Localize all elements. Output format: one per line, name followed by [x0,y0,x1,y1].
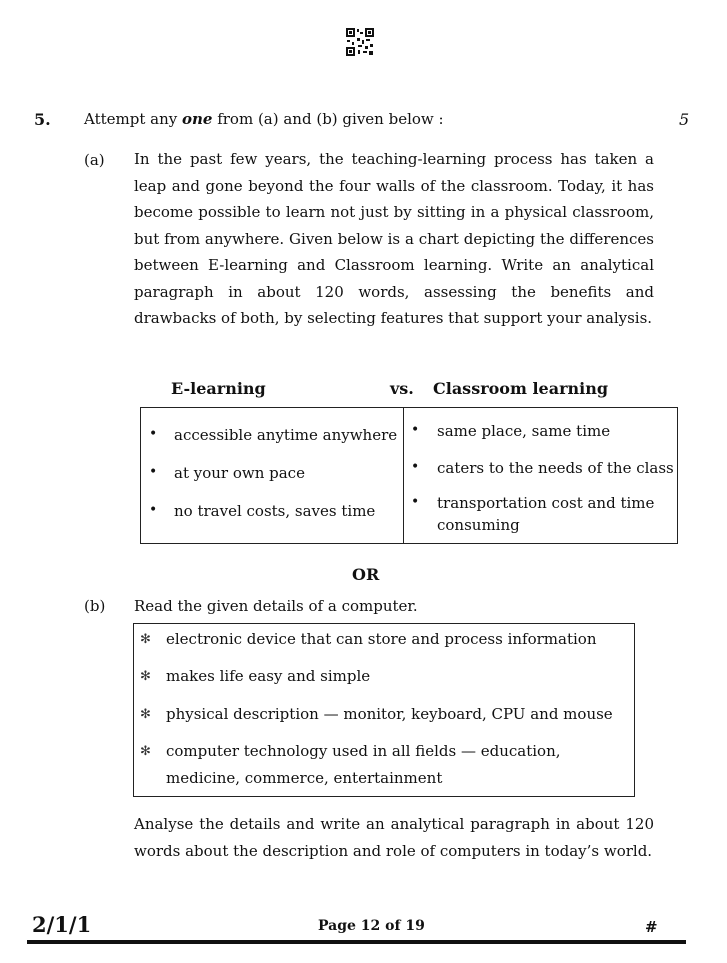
or-separator: OR [352,565,380,584]
heading-e-learning: E-learning [171,379,266,398]
bullet-icon: • [411,422,420,438]
question-number: 5. [34,110,51,129]
classroom-item: caters to the needs of the class [437,459,674,477]
star-bullet-icon: ✻ [140,669,151,684]
e-learning-item: no travel costs, saves time [174,502,376,520]
star-bullet-icon: ✻ [140,707,151,722]
part-b-label: (b) [84,597,106,615]
bullet-icon: • [149,426,158,442]
instruction-pre: Attempt any [84,110,182,128]
computer-detail-item: makes life easy and simple [166,667,371,685]
footer-rule [27,940,686,944]
e-learning-item: accessible anytime anywhere [174,426,398,444]
heading-classroom-learning: Classroom learning [433,379,609,398]
table-divider [403,408,404,543]
instruction-post: from (a) and (b) given below : [212,110,444,128]
bullet-icon: • [149,464,158,480]
page-number: Page 12 of 19 [318,918,425,934]
paper-code: 2/1/1 [32,912,92,937]
bullet-icon: • [411,459,420,475]
part-b-closing: Analyse the details and write an analytical paragraph in about 120 words about the description and role of computers in today’s world. [134,815,654,860]
computer-details-box [133,623,635,797]
bullet-icon: • [411,494,420,510]
classroom-item: same place, same time [437,422,611,440]
instruction-emphasis: one [181,110,213,128]
part-b-intro: Read the given details of a computer. [134,597,418,615]
part-a-paragraph: In the past few years, the teaching-learning process has taken a leap and gone beyond the four walls of the classroom. Today, it has become possible to learn not just by sitting in a physical classroom, but from anywhere. Given below is a chart depicting the differences between E-learning and Classroom learning. Write an analytical paragraph in about 120 words, assessing the benefits and drawbacks of both, by selecting features that support your analysis. [134,150,654,327]
e-learning-item: at your own pace [174,464,305,482]
bullet-icon: • [149,502,158,518]
classroom-item: transportation cost and time consuming [437,494,655,534]
footer-hash: # [645,918,658,936]
star-bullet-icon: ✻ [140,632,151,647]
computer-detail-item: physical description — monitor, keyboard, CPU and mouse [166,705,613,723]
star-bullet-icon: ✻ [140,744,151,759]
computer-detail-item: electronic device that can store and process information [166,630,597,648]
comparison-table [140,407,678,544]
qr-code [346,28,374,56]
heading-vs: vs. [390,379,414,398]
question-instruction [84,110,444,128]
part-a-label: (a) [84,151,105,169]
question-marks: 5 [679,110,690,129]
computer-detail-item: computer technology used in all fields — education, medicine, commerce, entertainment [166,742,561,787]
